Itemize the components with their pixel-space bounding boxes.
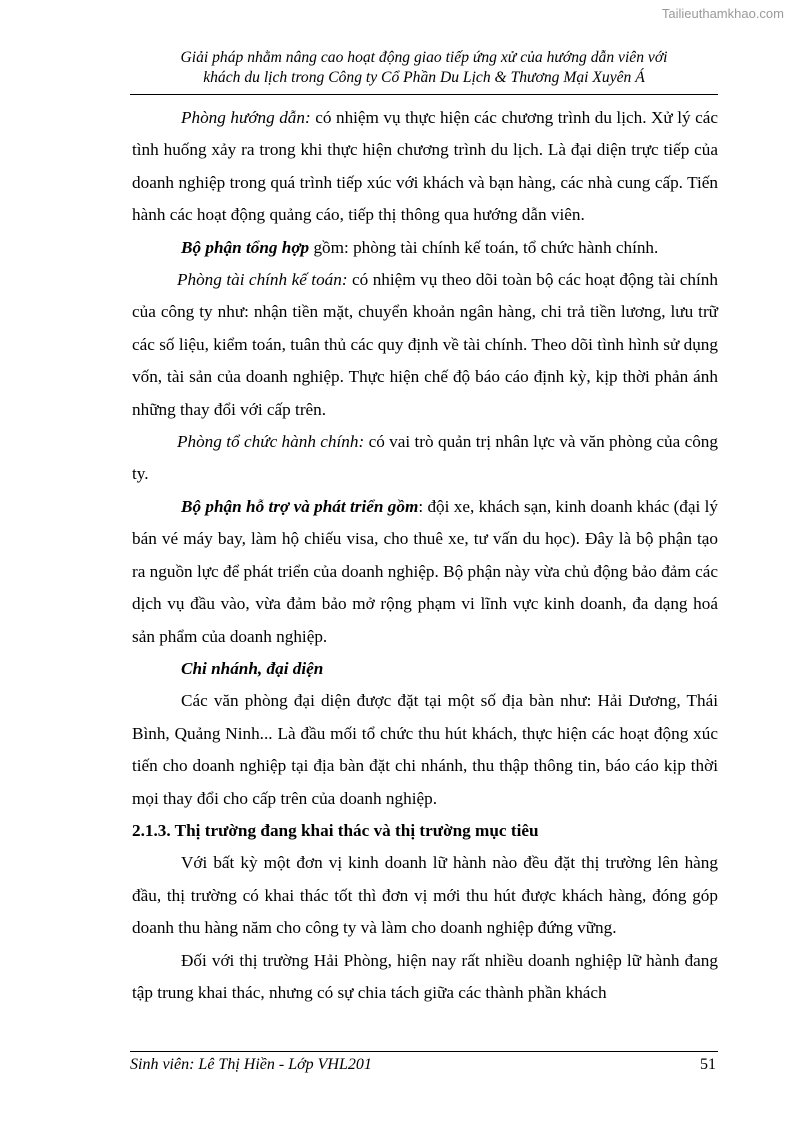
paragraph-text: gồm: phòng tài chính kế toán, tổ chức hành chính.	[309, 237, 659, 257]
paragraph-phong-to-chuc	[132, 426, 718, 491]
term-bo-phan-tong-hop: Bộ phận tổng hợp	[181, 237, 310, 257]
paragraph-bo-phan-ho-tro	[132, 491, 718, 653]
header-line-1: Giải pháp nhằm nâng cao hoạt động giao tiếp ứng xử của hướng dẫn viên với	[180, 49, 668, 66]
paragraph-thi-truong: Với bất kỳ một đơn vị kinh doanh lữ hành nào đều đặt thị trường lên hàng đầu, thị trường có khai thác tốt thì đơn vị mới thu hút được khách hàng, đóng góp doanh thu hàng năm cho công ty và làm cho doanh nghiệp đứng vững.	[132, 853, 718, 938]
paragraph-hai-phong: Đối với thị trường Hải Phòng, hiện nay rất nhiều doanh nghiệp lữ hành đang tập trung khai thác, nhưng có sự chia tách giữa các thành phần khách	[132, 950, 718, 1002]
term-chi-nhanh: Chi nhánh, đại diện	[181, 658, 324, 678]
paragraph-bo-phan-tong-hop	[132, 232, 718, 264]
term-phong-to-chuc: Phòng tổ chức hành chính:	[177, 432, 365, 452]
paragraph-text: có vai trò quản trị nhân lực và văn phòng của công ty.	[132, 432, 718, 484]
running-header	[130, 48, 718, 88]
paragraph-text: có nhiệm vụ theo dõi toàn bộ các hoạt động tài chính của công ty như: nhận tiền mặt, chuyển khoản ngân hàng, chi trả tiền lương, lưu trữ các số liệu, kiểm toán, tuân thủ các quy định về tài chính. Theo dõi tình hình sử dụng vốn, tài sản của doanh nghiệp. Thực hiện chế độ báo cáo định kỳ, kịp thời phản ánh những thay đổi với cấp trên.	[132, 270, 718, 419]
paragraph-van-phong-dai-dien: Các văn phòng đại diện được đặt tại một số địa bàn như: Hải Dương, Thái Bình, Quảng Ninh... Là đầu mối tổ chức thu hút khách, thực hiện các hoạt động xúc tiến cho doanh nghiệp tại địa bàn đặt chi nhánh, thu thập thông tin, báo cáo kịp thời mọi thay đổi cho cấp trên của doanh nghiệp.	[132, 691, 718, 808]
page-body	[132, 102, 718, 1009]
header-divider	[130, 94, 718, 95]
paragraph-phong-tai-chinh	[132, 264, 718, 426]
term-phong-huong-dan: Phòng hướng dẫn:	[181, 108, 311, 127]
paragraph-phong-huong-dan	[132, 102, 718, 232]
term-phong-tai-chinh: Phòng tài chính kế toán:	[177, 270, 348, 290]
watermark: Tailieuthamkhao.com	[661, 6, 784, 21]
term-bo-phan-ho-tro: Bộ phận hỗ trợ và phát triển gồm	[181, 496, 419, 516]
section-heading: 2.1.3. Thị trường đang khai thác và thị trường mục tiêu	[132, 820, 539, 840]
footer-divider	[130, 1051, 718, 1052]
paragraph-text: : đội xe, khách sạn, kinh doanh khác (đại lý bán vé máy bay, làm hộ chiếu visa, cho thuê xe, tư vấn du học). Đây là bộ phận tạo ra nguồn lực để phát triển của doanh nghiệp. Bộ phận này vừa chủ động bảo đảm các dịch vụ đầu vào, vừa đảm bảo mở rộng phạm vi lĩnh vực kinh doanh, đa dạng hoá sản phẩm của doanh nghiệp.	[132, 496, 718, 646]
subheading-chi-nhanh	[132, 653, 718, 685]
page-number: 51	[700, 1056, 716, 1073]
paragraph-text: có nhiệm vụ thực hiện các chương trình du lịch. Xử lý các tình huống xảy ra trong khi thực hiện chương trình du lịch. Là đại diện trực tiếp của doanh nghiệp trong quá trình tiếp xúc với khách và bạn hàng, các nhà cung cấp. Tiến hành các hoạt động quảng cáo, tiếp thị thông qua hướng dẫn viên.	[132, 108, 718, 225]
footer-author: Sinh viên: Lê Thị Hiền - Lớp VHL201	[130, 1056, 372, 1073]
header-line-2: khách du lịch trong Công ty Cổ Phần Du Lịch & Thương Mại Xuyên Á	[203, 69, 645, 86]
